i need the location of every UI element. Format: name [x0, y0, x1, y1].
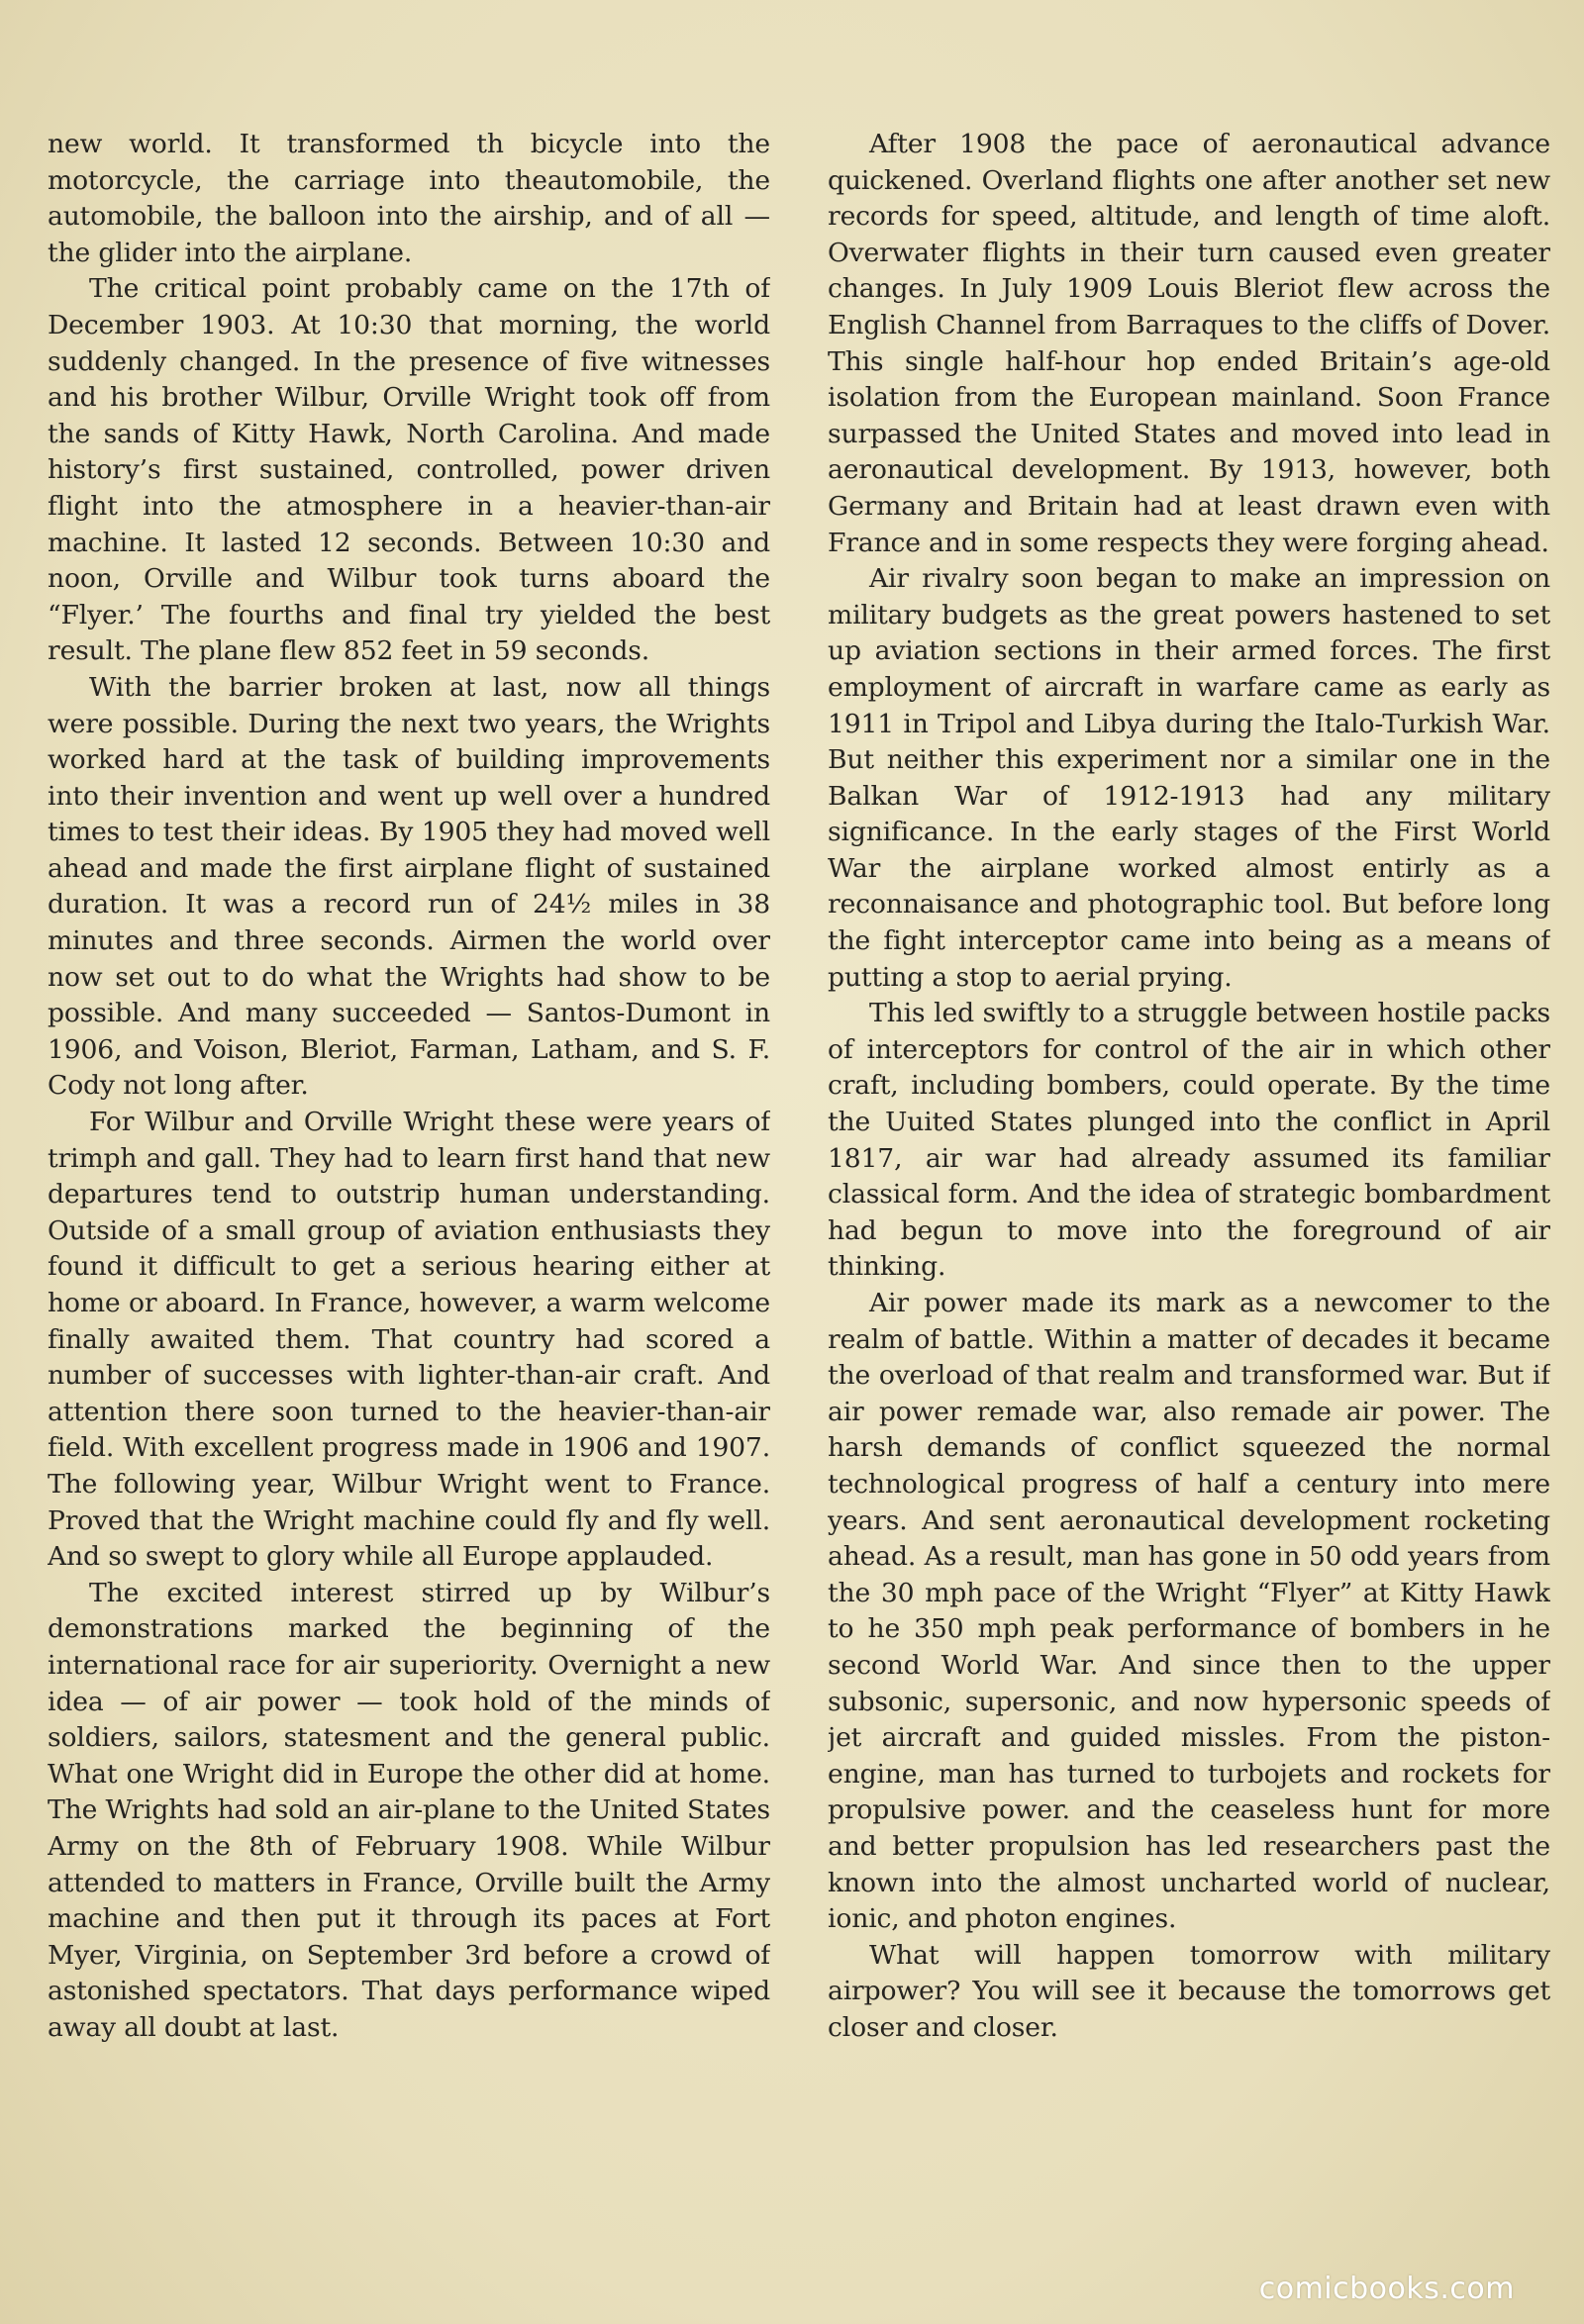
paragraph: new world. It transformed th bicycle into the motorcycle, the carriage into theautomobile, the automobile, the balloon into the airship, and of all — the glider into the airplane. — [48, 129, 770, 268]
paragraph: Air rivalry soon began to make an impression on military budgets as the great powers hastened to set up aviation sections in their armed forces. The first employment of aircraft in warfare came as early as 1911 in Tripol and Libya during the Italo-Turkish War. But neither this experiment nor a similar one in the Balkan War of 1912-1913 had any military significance. In the early stages of the First World War the airplane worked almost entirly as a reconnaisance and photographic tool. But before long the fight interceptor came into being as a means of putting a stop to aerial prying. — [828, 563, 1550, 993]
paragraph: This led swiftly to a struggle between hostile packs of interceptors for control of the air in which other craft, including bombers, could operate. By the time the Uuited States plunged into the conflict in April 1817, air war had already assumed its familiar classical form. And the idea of strategic bombardment had begun to move into the foreground of air thinking. — [828, 998, 1550, 1283]
paragraph: What will happen tomorrow with military airpower? You will see it because the tomorrows get closer and closer. — [828, 1939, 1550, 2043]
paragraph: After 1908 the pace of aeronautical advance quickened. Overland flights one after another set new records for speed, altitude, and length of time aloft. Overwater flights in their turn caused even greater changes. In July 1909 Louis Bleriot flew across the English Channel from Barraques to the cliffs of Dover. This single half-hour hop ended Britain’s age-old isolation from the European mainland. Soon France surpassed the United States and moved into lead in aeronautical development. By 1913, however, both Germany and Britain had at least drawn even with France and in some respects they were forging ahead. — [828, 129, 1550, 558]
paragraph: Air power made its mark as a newcomer to the realm of battle. Within a matter of decades it became the overload of that realm and transformed war. But if air power remade war, also remade air power. The harsh demands of conflict squeezed the normal technological progress of half a century into mere years. And sent aeronautical development rocketing ahead. As a result, man has gone in 50 odd years from the 30 mph pace of the Wright “Flyer” at Kitty Hawk to he 350 mph peak performance of bombers in he second World War. And since then to the upper subsonic, supersonic, and now hypersonic speeds of jet aircraft and guided missles. From the piston-engine, man has turned to turbojets and rockets for propulsive power. and the ceaseless hunt for more and better propulsion has led researchers past the known into the almost uncharted world of nuclear, ionic, and photon engines. — [828, 1288, 1550, 1935]
paragraph: The critical point probably came on the 17th of December 1903. At 10:30 that morning, the world suddenly changed. In the presence of five witnesses and his brother Wilbur, Orville Wright took off from the sands of Kitty Hawk, North Carolina. And made history’s first sustained, controlled, power driven flight into the atmosphere in a heavier-than-air machine. It lasted 12 seconds. Between 10:30 and noon, Orville and Wilbur took turns aboard the “Flyer.’ The fourths and final try yielded the best result. The plane flew 852 feet in 59 seconds. — [48, 273, 770, 667]
paragraph: For Wilbur and Orville Wright these were years of trimph and gall. They had to learn first hand that new departures tend to outstrip human understanding. Outside of a small group of aviation enthusiasts they found it difficult to get a serious hearing either at home or aboard. In France, however, a warm welcome finally awaited them. That country had scored a number of successes with lighter-than-air craft. And attention there soon turned to the heavier-than-air field. With excellent progress made in 1906 and 1907. The following year, Wilbur Wright went to France. Proved that the Wright machine could fly and fly well. And so swept to glory while all Europe applauded. — [48, 1107, 770, 1573]
right-column — [828, 127, 1550, 2255]
left-column — [48, 127, 770, 2255]
watermark: comicbooks.com — [1258, 2272, 1515, 2306]
paragraph: With the barrier broken at last, now all things were possible. During the next two years, the Wrights worked hard at the task of building improvements into their invention and went up well over a hundred times to test their ideas. By 1905 they had moved well ahead and made the first airplane flight of sustained duration. It was a record run of 24½ miles in 38 minutes and three seconds. Airmen the world over now set out to do what the Wrights had show to be possible. And many succeeded — Santos-Dumont in 1906, and Voison, Bleriot, Farman, Latham, and S. F. Cody not long after. — [48, 671, 770, 1102]
paragraph: The excited interest stirred up by Wilbur’s demonstrations marked the beginning of the international race for air superiority. Overnight a new idea — of air power — took hold of the minds of soldiers, sailors, statesment and the general public. What one Wright did in Europe the other did at home. The Wrights had sold an air-plane to the United States Army on the 8th of February 1908. While Wilbur attended to matters in France, Orville built the Army machine and then put it through its paces at Fort Myer, Virginia, on September 3rd before a crowd of astonished spectators. That days performance wiped away all doubt at last. — [48, 1577, 770, 2043]
